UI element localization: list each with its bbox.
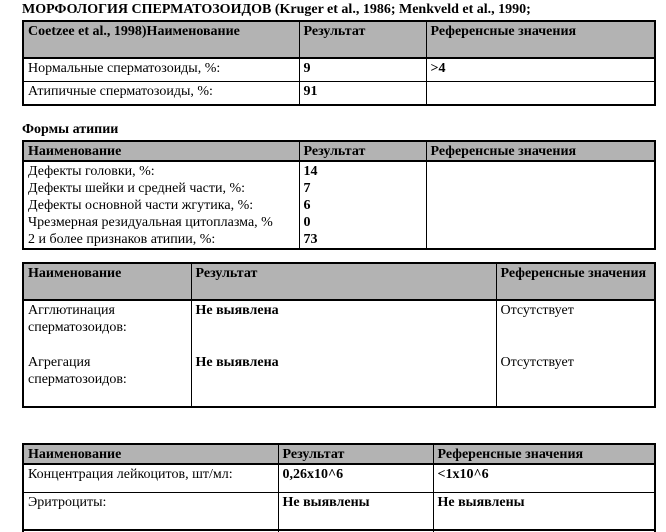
aggregation-name: Агрегация сперматозоидов:: [28, 355, 127, 387]
header-row: [23, 444, 655, 464]
cell-result-list: [191, 300, 496, 407]
atypia-table: [22, 140, 656, 250]
morphology-table: [22, 20, 656, 106]
cell-result-list: [299, 161, 426, 249]
agglutination-result: Не выявлена: [195, 303, 279, 318]
atypia-name: 2 и более признаков атипии, %:: [28, 232, 216, 247]
cell-result: Не выявлены: [278, 493, 433, 531]
column-header-reference: Референсные значения: [496, 263, 655, 300]
column-header-result: Результат: [191, 263, 496, 300]
cell-name-list: [23, 300, 191, 407]
atypia-result: 6: [303, 198, 311, 213]
cell-reference: Не выявлены: [433, 493, 655, 531]
agglutination-name: Агглютинация сперматозоидов:: [28, 303, 127, 335]
table-row: [23, 493, 655, 531]
cell-name-list: [23, 161, 299, 249]
table-row: [23, 300, 655, 407]
cell-reference: [426, 82, 655, 106]
cell-name: Концентрация лейкоцитов, шт/мл:: [23, 464, 278, 493]
header-row: [23, 263, 655, 300]
page-title: МОРФОЛОГИЯ СПЕРМАТОЗОИДОВ (Kruger et al., 1986; Menkveld et al., 1990;: [22, 2, 531, 17]
cell-result: 9: [299, 58, 426, 82]
atypia-section-heading: Формы атипии: [22, 122, 119, 137]
table-row: [23, 161, 655, 249]
aggregation-result: Не выявлена: [195, 355, 279, 370]
column-header-result: Результат: [278, 444, 433, 464]
header-row: [23, 141, 655, 161]
cell-name: Атипичные сперматозоиды, %:: [23, 82, 299, 106]
header-row: [23, 21, 655, 58]
column-header-name: Наименование: [23, 141, 299, 161]
table-row: [23, 82, 655, 106]
atypia-name: Дефекты шейки и средней части, %:: [28, 181, 245, 196]
table-row: [23, 464, 655, 493]
cell-result: 91: [299, 82, 426, 106]
atypia-name: Чрезмерная резидуальная цитоплазма, %: [28, 215, 273, 230]
table-row: [23, 58, 655, 82]
cell-result: 0,26x10^6: [278, 464, 433, 493]
atypia-name: Дефекты основной части жгутика, %:: [28, 198, 254, 213]
cell-name: Нормальные сперматозоиды, %:: [23, 58, 299, 82]
column-header-name: Coetzee et al., 1998)Наименование: [23, 21, 299, 58]
cells-table: [22, 443, 656, 532]
column-header-result: Результат: [299, 21, 426, 58]
atypia-result: 7: [303, 181, 311, 196]
cell-reference-empty: [426, 161, 655, 249]
atypia-result: 73: [303, 232, 318, 247]
atypia-name: Дефекты головки, %:: [28, 164, 155, 179]
column-header-reference: Референсные значения: [426, 141, 655, 161]
column-header-name: Наименование: [23, 263, 191, 300]
column-header-result: Результат: [299, 141, 426, 161]
cell-reference: >4: [426, 58, 655, 82]
agglutination-reference: Отсутствует: [500, 303, 574, 318]
aggregation-reference: Отсутствует: [500, 355, 574, 370]
column-header-name: Наименование: [23, 444, 278, 464]
atypia-result: 0: [303, 215, 311, 230]
agglutination-table: [22, 262, 656, 408]
atypia-result: 14: [303, 164, 318, 179]
column-header-reference: Референсные значения: [433, 444, 655, 464]
cell-reference: <1x10^6: [433, 464, 655, 493]
cell-reference-list: [496, 300, 655, 407]
cell-name: Эритроциты:: [23, 493, 278, 531]
column-header-reference: Референсные значения: [426, 21, 655, 58]
